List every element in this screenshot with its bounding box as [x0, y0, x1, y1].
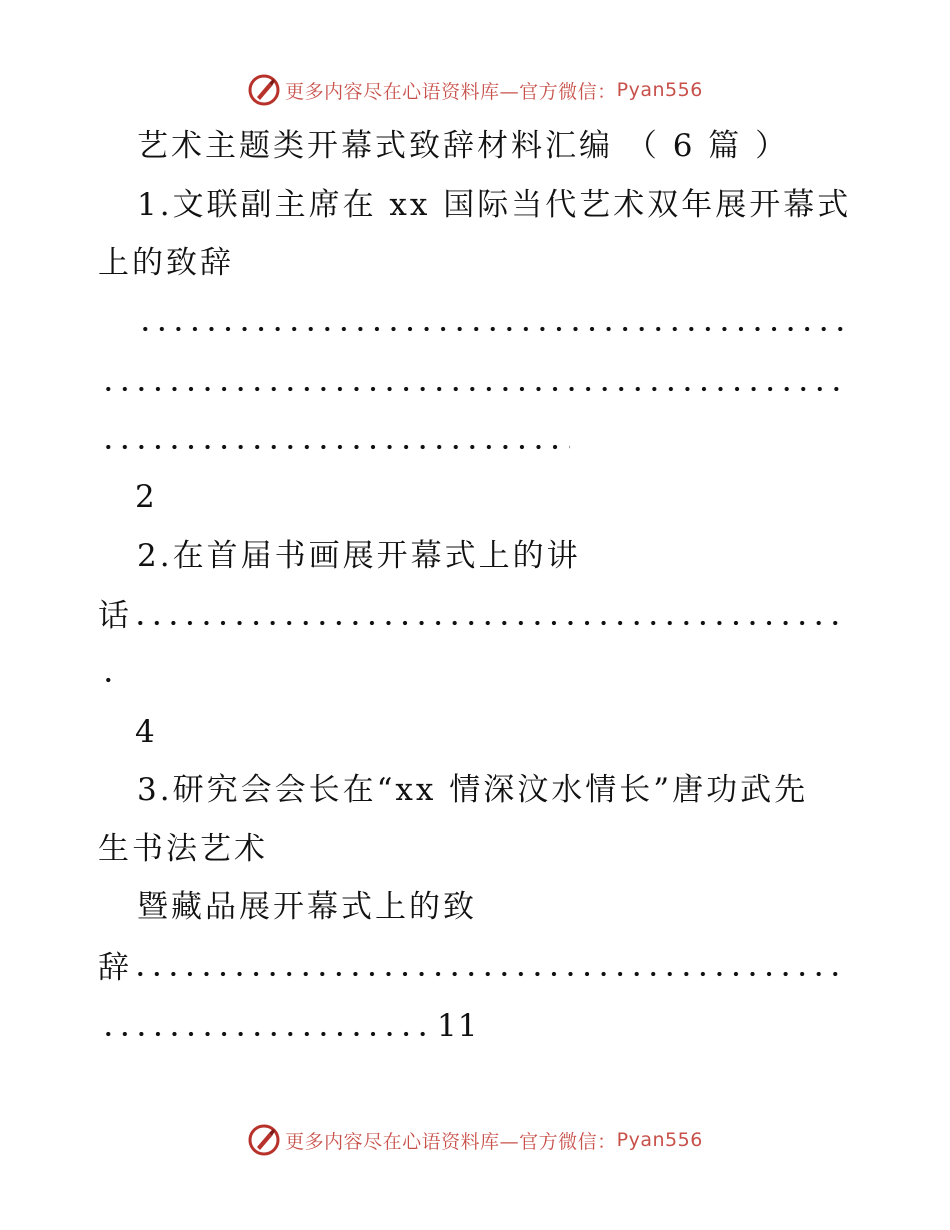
header-banner-text: 更多内容尽在心语资料库—官方微信： — [285, 80, 617, 103]
toc-entry-3-line-2: 生书法艺术 — [98, 831, 268, 867]
header-wechat-id: Pyan556 — [616, 79, 703, 101]
toc-entry-1-line-2: 上的致辞 — [98, 245, 234, 281]
toc-leader-dots — [100, 1028, 434, 1040]
footer-banner-text: 更多内容尽在心语资料库—官方微信： — [285, 1130, 617, 1153]
toc-entry-2-line-2: 话 — [98, 598, 132, 634]
document-title: 艺术主题类开幕式致辞材料汇编 （ 6 篇 ） — [137, 128, 790, 164]
toc-entry-2-page: 4 — [135, 714, 158, 750]
toc-entry-1-page: 2 — [135, 479, 158, 515]
toc-entry-3-line-1: 3.研究会会长在“xx 情深汶水情长”唐功武先 — [137, 772, 809, 808]
toc-leader-dots — [100, 674, 112, 686]
toc-entry-3-line-3: 暨藏品展开幕式上的致 — [137, 889, 477, 925]
toc-leader-dots — [137, 323, 845, 335]
toc-entry-2-line-1: 2.在首届书画展开幕式上的讲 — [137, 538, 581, 574]
pen-logo-icon — [247, 73, 281, 107]
footer-wechat-id: Pyan556 — [616, 1129, 703, 1151]
toc-entry-1-line-1: 1.文联副主席在 xx 国际当代艺术双年展开幕式 — [137, 187, 852, 223]
toc-leader-dots — [132, 617, 845, 629]
toc-leader-dots — [100, 441, 570, 453]
header-banner — [0, 70, 950, 110]
pen-logo-icon — [247, 1123, 281, 1157]
toc-leader-dots — [132, 968, 845, 980]
toc-entry-3-page: 11 — [437, 1008, 479, 1044]
toc-leader-dots — [100, 383, 845, 395]
toc-entry-3-line-4: 辞 — [98, 950, 132, 986]
footer-banner — [0, 1120, 950, 1160]
